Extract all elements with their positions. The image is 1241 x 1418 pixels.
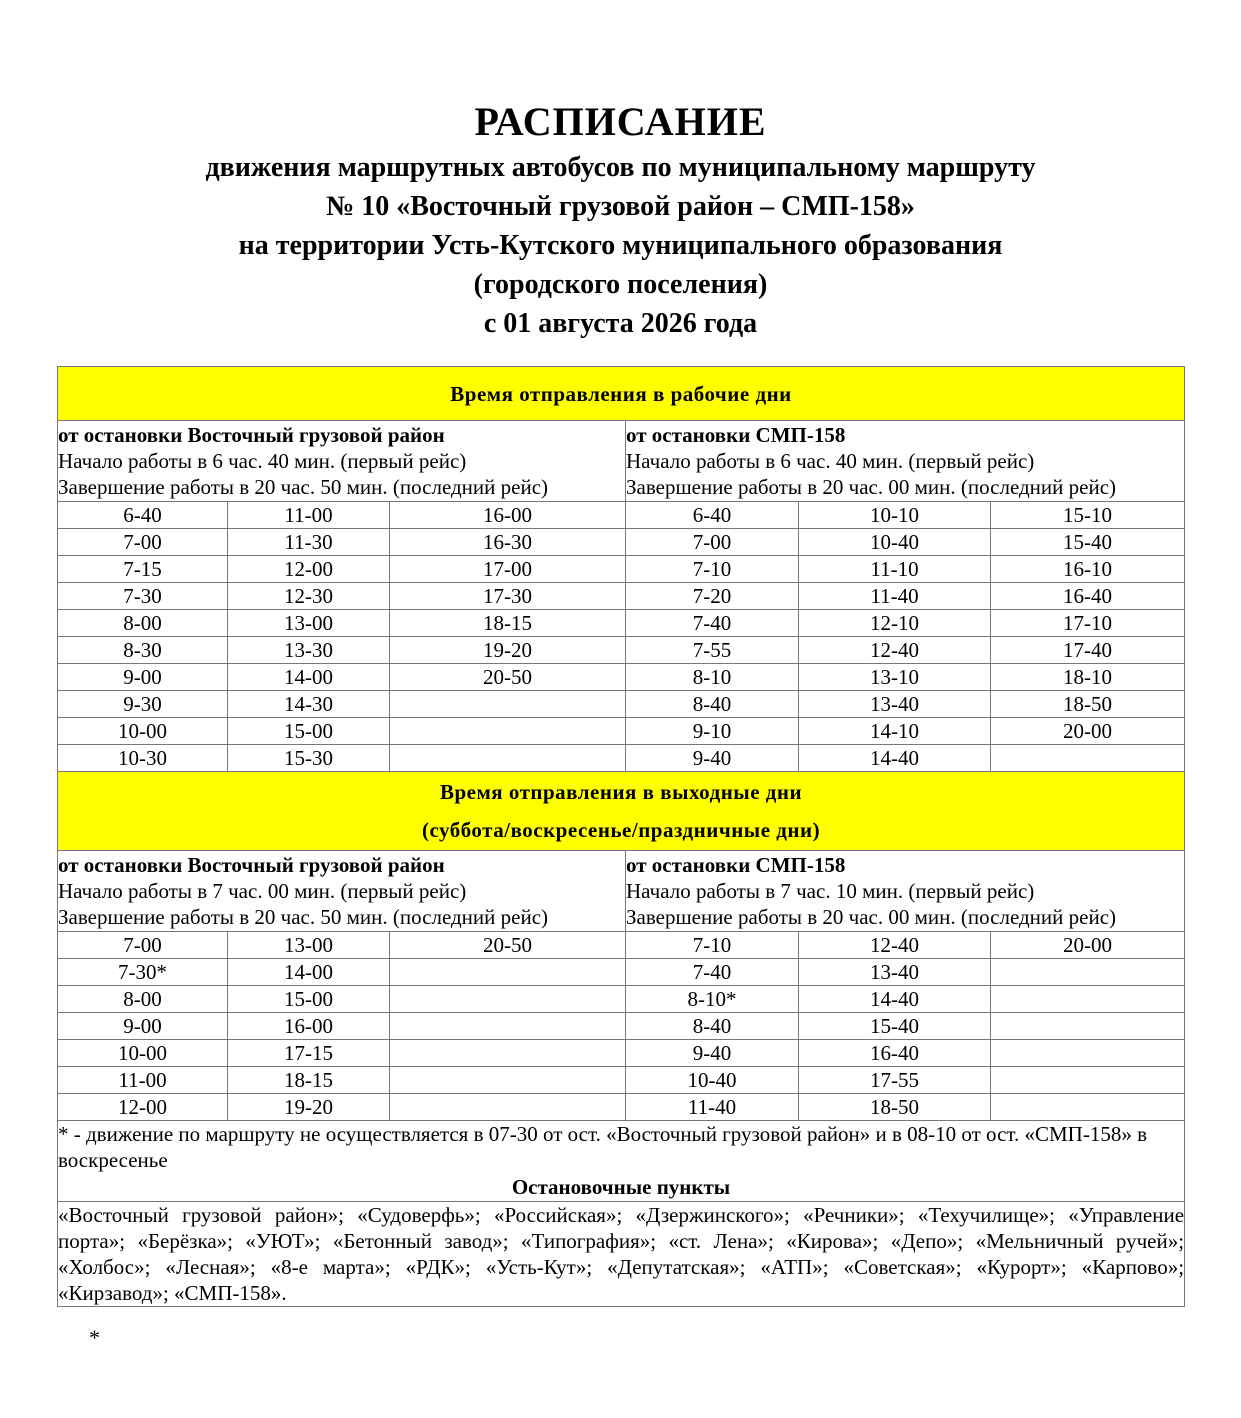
weekend-time-cell: 20-00 [991,932,1185,959]
subtitle-line-3: на территории Усть-Кутского муниципального образования [238,230,1003,261]
weekend-time-cell: 15-00 [228,986,390,1013]
weekend-time-cell [390,959,626,986]
weekend-time-cell: 14-00 [228,959,390,986]
weekend-time-cell [991,1013,1185,1040]
weekend-time-cell [390,986,626,1013]
weekend-time-cell [991,1094,1185,1121]
weekend-left-stop: от остановки Восточный грузовой район [58,853,445,877]
weekend-time-cell [991,959,1185,986]
weekday-time-cell: 6-40 [626,502,799,529]
weekend-time-cell [991,1040,1185,1067]
weekend-time-cell: 16-40 [799,1040,991,1067]
weekend-time-cell: 13-00 [228,932,390,959]
weekend-time-cell: 9-00 [58,1013,228,1040]
weekday-time-cell: 9-30 [58,691,228,718]
weekend-time-row [58,1067,1185,1094]
weekday-time-cell: 7-40 [626,610,799,637]
weekday-time-cell: 6-40 [58,502,228,529]
weekday-time-row [58,556,1185,583]
weekend-time-row [58,1094,1185,1121]
weekend-time-row [58,932,1185,959]
weekday-time-cell: 8-30 [58,637,228,664]
weekend-time-row [58,986,1185,1013]
weekday-time-cell: 20-50 [390,664,626,691]
weekday-time-cell: 11-40 [799,583,991,610]
weekday-time-cell: 12-30 [228,583,390,610]
weekend-time-cell: 19-20 [228,1094,390,1121]
weekday-time-row [58,502,1185,529]
weekday-time-cell: 13-40 [799,691,991,718]
subtitle-line-2: № 10 «Восточный грузовой район – СМП-158» [326,191,915,222]
weekday-time-cell: 7-20 [626,583,799,610]
weekday-time-cell: 10-00 [58,718,228,745]
weekday-time-cell [991,745,1185,772]
weekday-time-cell: 7-30 [58,583,228,610]
weekday-time-cell: 13-30 [228,637,390,664]
weekday-time-cell: 10-10 [799,502,991,529]
weekday-time-cell: 17-10 [991,610,1185,637]
weekend-time-cell: 13-40 [799,959,991,986]
weekday-time-cell: 14-40 [799,745,991,772]
weekday-time-cell: 14-30 [228,691,390,718]
subtitle-line-1: движения маршрутных автобусов по муниципальному маршруту [205,152,1036,183]
weekday-time-cell: 18-10 [991,664,1185,691]
weekday-time-cell: 14-10 [799,718,991,745]
weekday-time-cell: 15-10 [991,502,1185,529]
weekday-time-cell: 15-40 [991,529,1185,556]
weekday-info-left [58,421,626,502]
weekday-time-cell: 11-30 [228,529,390,556]
weekday-time-cell: 16-00 [390,502,626,529]
weekend-time-cell: 17-55 [799,1067,991,1094]
weekday-time-cell: 10-40 [799,529,991,556]
weekday-time-cell: 12-10 [799,610,991,637]
weekday-time-cell: 7-15 [58,556,228,583]
weekend-time-cell: 7-30* [58,959,228,986]
weekend-right-start: Начало работы в 7 час. 10 мин. (первый рейс) [626,879,1035,903]
weekend-time-row [58,1013,1185,1040]
weekday-left-start: Начало работы в 6 час. 40 мин. (первый рейс) [58,449,467,473]
weekend-time-cell [390,1094,626,1121]
weekend-time-cell [390,1013,626,1040]
weekday-time-cell: 9-00 [58,664,228,691]
weekend-time-cell [991,1067,1185,1094]
weekend-time-cell: 18-50 [799,1094,991,1121]
weekday-time-cell: 7-55 [626,637,799,664]
weekday-time-cell: 16-30 [390,529,626,556]
weekday-time-cell: 16-10 [991,556,1185,583]
weekend-time-cell: 15-40 [799,1013,991,1040]
weekday-right-end: Завершение работы в 20 час. 00 мин. (последний рейс) [626,475,1117,499]
weekday-time-cell: 11-10 [799,556,991,583]
weekday-time-row [58,745,1185,772]
stops-list: «Восточный грузовой район»; «Судоверфь»; «Российская»; «Дзержинского»; «Речники»; «Техучилище»; «Управление порта»; «Берёзка»; «УЮТ»; «Бетонный завод»; «Типография»; «ст. Лена»; «Кирова»; «Депо»; «Мельничный ручей»; «Холбос»; «Лесная»; «8-е марта»; «РДК»; «Усть-Кут»; «Депутатская»; «АТП»; «Советская»; «Курорт»; «Карпово»; «Кирзавод»; «СМП-158». [58,1203,1185,1305]
weekday-time-row [58,664,1185,691]
weekday-time-row [58,583,1185,610]
weekend-time-cell: 11-40 [626,1094,799,1121]
weekend-time-cell: 7-00 [58,932,228,959]
schedule-table [57,366,1185,1307]
weekend-time-cell: 20-50 [390,932,626,959]
document-header [0,96,1241,343]
weekend-time-cell: 8-00 [58,986,228,1013]
weekday-time-cell: 18-15 [390,610,626,637]
weekday-time-cell: 13-10 [799,664,991,691]
weekend-time-cell [991,986,1185,1013]
weekday-time-cell: 8-40 [626,691,799,718]
weekend-time-cell: 9-40 [626,1040,799,1067]
weekday-time-cell: 19-20 [390,637,626,664]
weekday-left-end: Завершение работы в 20 час. 50 мин. (последний рейс) [58,475,549,499]
trailing-asterisk: * [89,1325,100,1350]
subtitle-line-4: (городского поселения) [473,269,768,300]
weekend-right-stop: от остановки СМП-158 [626,853,846,877]
weekend-section-title [58,772,1185,851]
weekday-time-cell: 11-00 [228,502,390,529]
weekend-time-cell: 10-40 [626,1067,799,1094]
weekday-time-cell [390,718,626,745]
weekday-time-row [58,718,1185,745]
weekday-time-cell: 17-40 [991,637,1185,664]
weekday-info-right [626,421,1185,502]
weekday-right-start: Начало работы в 6 час. 40 мин. (первый рейс) [626,449,1035,473]
weekday-time-row [58,529,1185,556]
weekday-time-cell: 12-00 [228,556,390,583]
weekday-time-row [58,637,1185,664]
effective-date: с 01 августа 2026 года [483,308,758,339]
weekday-time-cell [390,691,626,718]
weekend-time-cell: 12-00 [58,1094,228,1121]
weekend-time-cell: 8-40 [626,1013,799,1040]
weekday-time-cell: 15-30 [228,745,390,772]
weekend-time-cell: 8-10* [626,986,799,1013]
weekend-time-cell [390,1040,626,1067]
weekend-time-cell: 16-00 [228,1013,390,1040]
weekday-time-cell: 7-10 [626,556,799,583]
weekday-time-cell: 14-00 [228,664,390,691]
weekend-time-cell: 12-40 [799,932,991,959]
weekend-time-cell [390,1067,626,1094]
weekday-left-stop: от остановки Восточный грузовой район [58,423,445,447]
weekday-time-row [58,610,1185,637]
weekday-time-cell: 9-10 [626,718,799,745]
footnote: * - движение по маршруту не осуществляется в 07-30 от ост. «Восточный грузовой район» и в 08-10 от ост. «СМП-158» в воскресенье [58,1122,1147,1172]
weekday-time-cell: 10-30 [58,745,228,772]
stops-heading: Остановочные пункты [511,1175,731,1199]
weekday-time-cell: 8-00 [58,610,228,637]
weekday-time-cell: 7-00 [58,529,228,556]
footnote-cell [58,1121,1185,1202]
weekend-time-cell: 7-10 [626,932,799,959]
weekday-time-cell: 15-00 [228,718,390,745]
weekday-time-cell: 12-40 [799,637,991,664]
weekday-time-cell [390,745,626,772]
weekend-info-left [58,851,626,932]
weekend-times [58,932,1185,1121]
weekday-time-cell: 18-50 [991,691,1185,718]
weekend-right-end: Завершение работы в 20 час. 00 мин. (последний рейс) [626,905,1117,929]
weekend-title-line-2: (суббота/воскресенье/праздничные дни) [421,818,821,842]
weekend-time-cell: 14-40 [799,986,991,1013]
weekday-time-row [58,691,1185,718]
weekday-time-cell: 17-00 [390,556,626,583]
weekend-info-right [626,851,1185,932]
weekday-time-cell: 13-00 [228,610,390,637]
weekday-section-title: Время отправления в рабочие дни [58,367,1185,421]
document-title: РАСПИСАНИЕ [474,99,767,144]
weekend-left-start: Начало работы в 7 час. 00 мин. (первый рейс) [58,879,467,903]
weekend-time-row [58,1040,1185,1067]
weekday-time-cell: 8-10 [626,664,799,691]
weekend-time-cell: 7-40 [626,959,799,986]
weekday-time-cell: 20-00 [991,718,1185,745]
weekend-left-end: Завершение работы в 20 час. 50 мин. (последний рейс) [58,905,549,929]
weekday-times [58,502,1185,772]
weekend-time-cell: 10-00 [58,1040,228,1067]
weekday-time-cell: 16-40 [991,583,1185,610]
weekday-time-cell: 7-00 [626,529,799,556]
weekday-time-cell: 17-30 [390,583,626,610]
weekday-time-cell: 9-40 [626,745,799,772]
weekend-time-row [58,959,1185,986]
weekend-title-line-1: Время отправления в выходные дни [439,780,803,804]
weekday-right-stop: от остановки СМП-158 [626,423,846,447]
weekend-time-cell: 17-15 [228,1040,390,1067]
weekend-time-cell: 18-15 [228,1067,390,1094]
weekend-time-cell: 11-00 [58,1067,228,1094]
